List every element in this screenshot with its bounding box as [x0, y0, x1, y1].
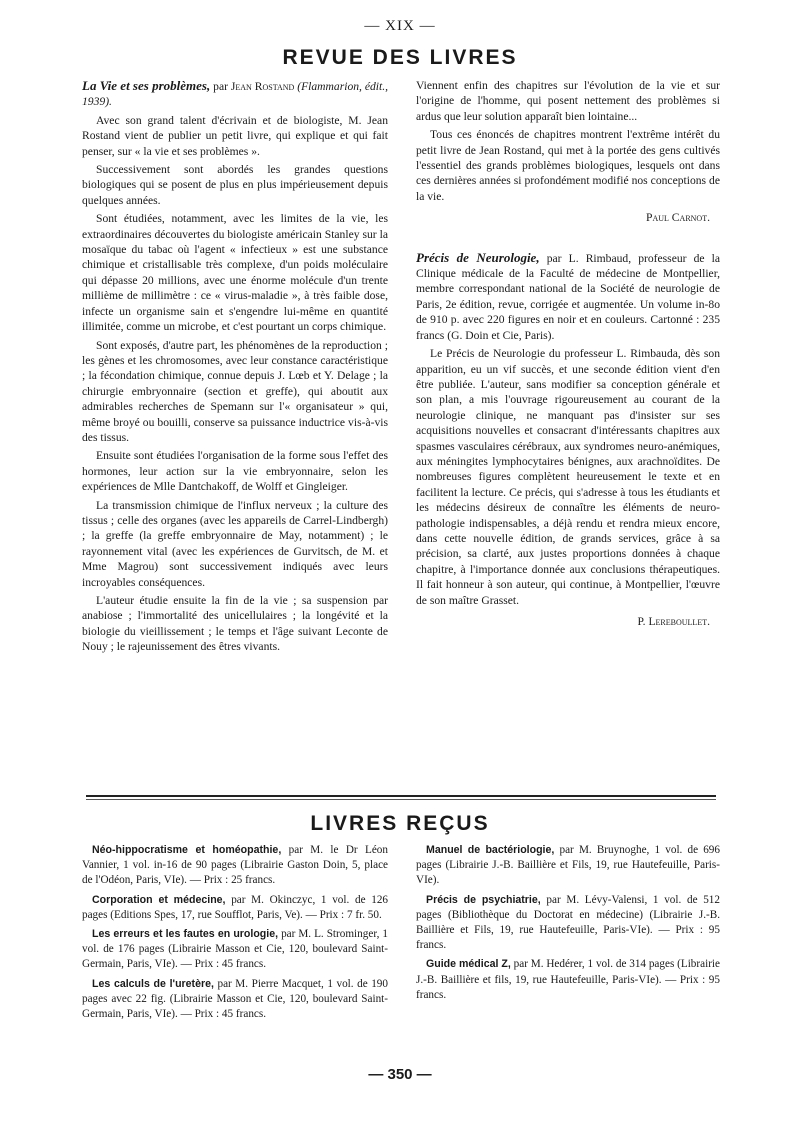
received-item-title: Les erreurs et les fautes en urologie, [92, 928, 279, 941]
review-1-author: Jean Rostand [230, 80, 295, 93]
received-item [82, 927, 388, 973]
received-item-details: par M. Pierre Macquet, 1 vol. de 190 pages avec 22 fig. (Librairie Masson et Cie, 120, boulevard Saint-Germain, Paris, VIe). — Prix : 45 francs. [82, 977, 388, 1021]
column-right [416, 78, 720, 643]
review-1-paragraph: Sont étudiées, notamment, avec les limites de la vie, les extraordinaires découvertes du biologiste américain Stanley sur la mosaïque du tabac où l'agent « infectieux » est une substance chimique et cristallisable très complexe, d'un poids moléculaire qui dépasse 20 millions, avec une énorme molécule d'un trente millième de millimètre : ce « virus-maladie », à très faible dose, infecte un organisme sain et s'engendre lui-même en quantité illimitée, comme un microbe, et c'est pourtant un corps chimique. [82, 212, 388, 334]
received-item-title: Manuel de bactériologie, [426, 844, 555, 856]
divider-rule-thin [86, 799, 716, 800]
section-title-reviews: REVUE DES LIVRES [282, 46, 518, 69]
received-item-details: par M. Bruynoghe, 1 vol. de 696 pages (Librairie J.-B. Baillière et Fils, 19, rue Hautefeuille, Paris-VIe). [416, 844, 720, 887]
review-2-paragraph: Le Précis de Neurologie du professeur L. Rimbauda, dès son apparition, eu un vif succès, et une seconde édition vient d'en être publiée. L'auteur, sans modifier sa conception générale et son plan, a mis l'ouvrage rigoureusement au courant de la neurologie clinique, ne manquant pas d'insister sur ses acquisitions nouvelles et consacrant d'intéressants chapitres aux spasmes vasculaires cérébraux, aux syndromes neuro-anémiques, aux méningites lymphocytaires bénignes, aux arachnoïdites. De nombreuses figures complètent heureusement le texte et en facilitent la lecture. Ce précis, qui s'adresse à tous les étudiants et les médecins désireux de connaître les éléments de neuro-pathologie indispensables, a déjà rendu et rendra mieux encore, dans cette nouvelle édition, de grands services, grâce à sa précision, sa clarté, aux justes proportions données à chaque chapitre, à l'importance donnée aux conclusions thérapeutiques. Il fait honneur à son auteur, qui continue, à Montpellier, l'œuvre de son maître Grasset. [416, 347, 720, 607]
received-item [82, 977, 388, 1023]
review-1-publisher: (Flammarion, édit., 1939). [82, 80, 389, 109]
review-1-heading [82, 78, 388, 110]
review-1-paragraph: L'auteur étudie ensuite la fin de la vie ; sa suspension par anabiose ; l'immortalité des unicellulaires ; la longévité et la biologie du vieillissement ; le temps et l'âge suivant Leconte de Nouy ; le rajeunissement des êtres vivants. [82, 594, 388, 654]
review-1-paragraph: Viennent enfin des chapitres sur l'évolution de la vie et sur l'origine de l'homme, qui posent nettement des problèmes si ardus que leur solution apparaît bien lointaine... [416, 79, 720, 123]
review-1-signature: Paul Carnot. [646, 211, 710, 225]
received-item-title: Néo-hippocratisme et homéopathie, [92, 844, 282, 856]
received-item [416, 843, 720, 889]
received-item-details: par M. le Dr Léon Vannier, 1 vol. in-16 de 90 pages (Librairie Gaston Doin, 5, place de l'Odéon, Paris, VIe). — Prix : 25 francs. [82, 844, 388, 887]
received-column-left [82, 843, 388, 1026]
spacer [416, 240, 720, 250]
divider-rule [86, 795, 716, 797]
received-item [416, 957, 720, 1003]
received-item-details: par M. L. Strominger, 1 vol. de 176 pages (Librairie Masson et Cie, 120, boulevard Saint-Germain, Paris, VIe). — Prix : 45 francs. [82, 928, 388, 971]
review-1-paragraph: La transmission chimique de l'influx nerveux ; la culture des tissus ; celle des organes (avec les appareils de Carrel-Lindbergh) ; la greffe (la greffe embryonnaire de May, notamment) ; le rayonnement vital (avec les expériences de Gurvitsch, de M. et Mme Magrou) sont successivement indiqués avec leurs incroyables conséquences. [82, 498, 388, 589]
received-item [416, 893, 720, 954]
received-item-title: Guide médical Z, [426, 958, 511, 971]
review-2-heading [416, 250, 720, 343]
received-item-title: Précis de psychiatrie, [426, 893, 541, 906]
received-item [82, 893, 388, 923]
received-item-title: Les calculs de l'uretère, [92, 977, 214, 990]
received-item-title: Corporation et médecine, [92, 893, 226, 906]
received-item-details: par M. Okinczyc, 1 vol. de 126 pages (Editions Spes, 17, rue Soufflot, Paris, Ve). — Prix : 7 fr. 50. [82, 893, 389, 921]
column-left [82, 78, 388, 658]
received-column-right [416, 843, 720, 1007]
folio-bottom: — 350 — [368, 1066, 432, 1083]
review-2-signature: P. Lereboullet. [637, 615, 710, 628]
review-1-paragraph: Tous ces énoncés de chapitres montrent l'extrême intérêt du petit livre de Jean Rostand, qui met à la portée des gens cultivés l'essentiel des grands problèmes biologiques, lesquels ont dans ces dernières années si profondément modifié nos conceptions de la vie. [416, 128, 720, 203]
review-1-by: par [213, 80, 228, 93]
review-2-intro: par L. Rimbaud, professeur de la Clinique médicale de la Faculté de médecine de Montpellier, membre correspondant national de la Société de neurologie de Paris, 2e édition, revue, corrigée et augmentée. Un volume in-8o de 910 p. avec 220 figures en noir et en couleurs. Cartonné : 235 francs (G. Doin et Cie, Paris). [416, 251, 721, 342]
section-title-received: LIVRES REÇUS [310, 812, 490, 835]
review-1-paragraph: Ensuite sont étudiées l'organisation de la forme sous l'effet des hormones, leur action sur la vie embryonnaire, selon les expériences de Mlle Dantchakoff, de Wolff et Gingleiger. [82, 449, 388, 494]
review-1-paragraph: Avec son grand talent d'écrivain et de biologiste, M. Jean Rostand vient de publier un petit livre, qui explique et qui fait penser, sur « la vie et ses problèmes ». [82, 113, 388, 158]
review-1-paragraph: Successivement sont abordés les grandes questions biologiques qui se posent de plus en plus impérieusement depuis quelques années. [82, 163, 388, 207]
received-item-details: par M. Hedérer, 1 vol. de 314 pages (Librairie J.-B. Baillière et fils, 19, rue Hautefeuille, Paris-VIe). — Prix : 95 francs. [416, 958, 720, 1001]
review-1-book-title: La Vie et ses problèmes, [82, 78, 211, 93]
review-1-paragraph: Sont exposés, d'autre part, les phénomènes de la reproduction ; les gènes et les chromosomes, avec leur constance caractéristique ; la fécondation chimique, connue depuis J. Lœb et Y. Delage ; la chirurgie embryonnaire (section et greffe), qui aboutit aux admirables recherches de Spemann sur l'« organisateur » qui, même broyé ou bouilli, conserve sa puissance inductrice vis-à-vis des tissus. [82, 338, 388, 444]
received-item [82, 843, 388, 889]
received-item-details: par M. Lévy-Valensi, 1 vol. de 512 pages (Bibliothèque du Doctorat en médecine) (Librairie J.-B. Baillière et Fils, 19, rue Hautefeuille, Paris-VIe). — Prix : 95 francs. [416, 893, 720, 952]
review-2-book-title: Précis de Neurologie, [416, 249, 540, 265]
folio-top: — XIX — [364, 18, 436, 34]
